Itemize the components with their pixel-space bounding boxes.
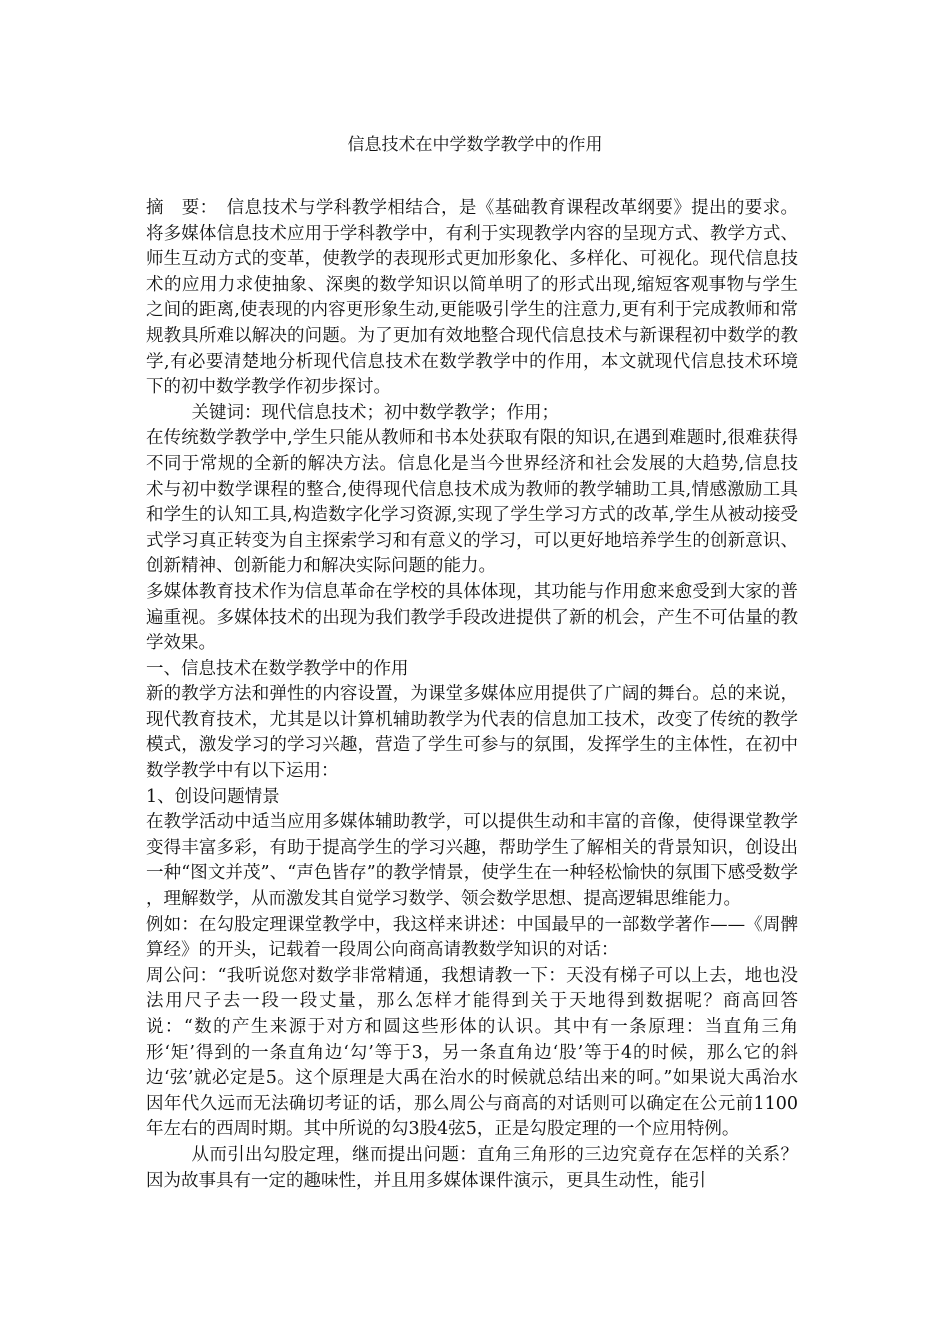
body-paragraph: 多媒体教育技术作为信息革命在学校的具体体现，其功能与作用愈来愈受到大家的普遍重视。多媒体技术的出现为我们教学手段改进提供了新的机会，产生不可估量的教学效果。	[146, 581, 798, 654]
body-paragraph: 在传统数学教学中,学生只能从教师和书本处获取有限的知识,在遇到难题时,很难获得不同于常规的全新的解决方法。信息化是当今世界经济和社会发展的大趋势,信息技术与初中数学课程的整合,使得现代信息技术成为教师的教学辅助工具,情感激励工具和学生的认知工具,构造数字化学习资源,实现了学生学习方式的改革,学生从被动接受式学习真正转变为自主探索学习和有意义的学习，可以更好地培养学生的创新意识、创新精神、创新能力和解决实际问题的能力。	[146, 428, 798, 577]
section-heading: 一、信息技术在数学教学中的作用	[146, 658, 409, 679]
body-paragraph: 例如：在勾股定理课堂教学中，我这样来讲述：中国最早的一部数学著作——《周髀算经》的开头，记载着一段周公向商高请教数学知识的对话：	[146, 914, 798, 961]
body-paragraph: 从而引出勾股定理，继而提出问题：直角三角形的三边究竟存在怎样的关系？因为故事具有一定的趣味性，并且用多媒体课件演示，更具生动性，能引	[146, 1144, 798, 1191]
document-body	[146, 196, 798, 1194]
body-paragraph: 周公问：“我听说您对数学非常精通，我想请教一下：天没有梯子可以上去，地也没法用尺子去一段一段丈量，那么怎样才能得到关于天地得到数据呢？商高回答说：“数的产生来源于对方和圆这些形体的认识。其中有一条原理：当直角三角形‘矩’得到的一条直角边‘勾’等于3，另一条直角边‘股’等于4的时候，那么它的斜边‘弦’就必定是5。这个原理是大禹在治水的时候就总结出来的呵。”如果说大禹治水因年代久远而无法确切考证的话，那么周公与商高的对话则可以确定在公元前1100年左右的西周时期。其中所说的勾3股4弦5，正是勾股定理的一个应用特例。	[146, 965, 798, 1140]
body-paragraph: 新的教学方法和弹性的内容设置，为课堂多媒体应用提供了广阔的舞台。总的来说，现代教育技术，尤其是以计算机辅助教学为代表的信息加工技术，改变了传统的教学模式，激发学习的学习兴趣，营造了学生可参与的氛围，发挥学生的主体性，在初中数学教学中有以下运用：	[146, 684, 798, 782]
subsection-heading: 1、创设问题情景	[146, 786, 280, 807]
keywords-paragraph: 关键词：现代信息技术；初中数学教学；作用；	[191, 402, 559, 423]
document-title: 信息技术在中学数学教学中的作用	[347, 135, 603, 155]
abstract-paragraph: 摘 要： 信息技术与学科教学相结合，是《基础教育课程改革纲要》提出的要求。将多媒体信息技术应用于学科教学中，有利于实现教学内容的呈现方式、教学方式、师生互动方式的变革，使教学的表现形式更加形象化、多样化、可视化。现代信息技术的应用力求使抽象、深奥的数学知识以简单明了的形式出现,缩短客观事物与学生之间的距离,使表现的内容更形象生动,更能吸引学生的注意力,更有利于完成教师和常规教具所难以解决的问题。为了更加有效地整合现代信息技术与新课程初中数学的教学,有必要清楚地分析现代信息技术在数学教学中的作用，本文就现代信息技术环境下的初中数学教学作初步探讨。	[146, 198, 798, 398]
body-paragraph: 在教学活动中适当应用多媒体辅助教学，可以提供生动和丰富的音像，使得课堂教学变得丰富多彩，有助于提高学生的学习兴趣，帮助学生了解相关的背景知识，创设出一种“图文并茂”、“声色皆存”的教学情景，使学生在一种轻松愉快的氛围下感受数学 ，理解数学，从而激发其自觉学习数学、领会数学思想、提高逻辑思维能力。	[146, 812, 798, 910]
